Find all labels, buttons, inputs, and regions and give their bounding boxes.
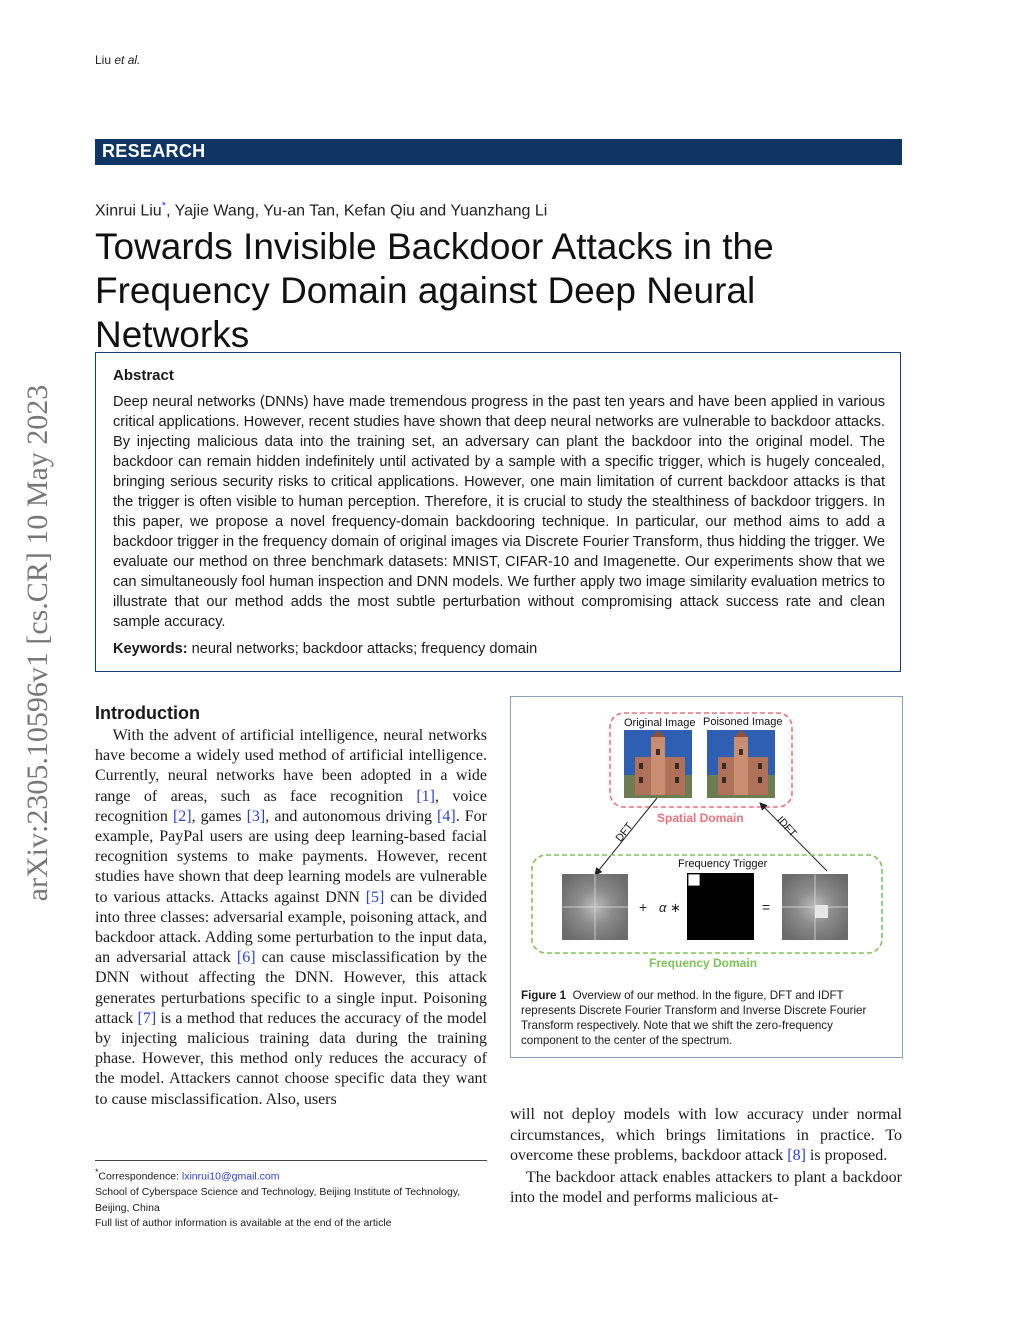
dft-label: DFT: [613, 820, 636, 845]
arxiv-id[interactable]: arXiv:2305.10596v1 [cs.CR] 10 May 2023: [21, 384, 54, 901]
abstract-box: [95, 352, 901, 672]
poisoned-image-label: Poisoned Image: [703, 716, 783, 728]
section-label: RESEARCH: [102, 141, 206, 161]
introduction-right-column: [510, 1105, 902, 1209]
right-paragraph-2: The backdoor attack enables attackers to plant a backdoor into the model and performs malicious at-: [510, 1168, 902, 1207]
intro-text: , games: [191, 807, 247, 825]
alpha-multiplier: α ∗: [659, 900, 681, 915]
idft-arrow: [760, 803, 827, 871]
introduction-heading: Introduction: [95, 703, 200, 723]
citation-link[interactable]: [8]: [787, 1147, 806, 1165]
intro-text: can be divided into three classes: adversarial example, poisoning attack, and backdoor attack. Adding some perturbation to the input data, an adversarial attack: [95, 888, 488, 967]
frequency-trigger-label: Frequency Trigger: [678, 858, 768, 870]
arxiv-stamp: [8, 345, 68, 940]
first-author: Xinrui Liu: [95, 202, 162, 220]
affiliation: School of Cyberspace Science and Technology, Beijing Institute of Technology, Beijing, China: [95, 1186, 461, 1214]
original-image-label: Original Image: [624, 717, 696, 729]
original-image: [624, 730, 692, 798]
abstract-heading: Abstract: [113, 367, 174, 384]
abstract-text: Deep neural networks (DNNs) have made tremendous progress in the past ten years and have been applied in various critical applications. However, recent studies have shown that deep neural networks are vulnerable to backdoor attacks. By injecting malicious data into the training set, an adversary can plant the backdoor into the original model. The backdoor can remain hidden indefinitely until activated by a sample with a specific trigger, which is hugely concealed, bringing serious security risks to critical applications. However, one main limitation of current backdoor attacks is that the trigger is often visible to human perception. Therefore, it is crucial to study the stealthiness of backdoor triggers. In this paper, we propose a novel frequency-domain backdooring technique. In particular, our method aims to add a backdoor trigger in the frequency domain of original images via Discrete Fourier Transform, thus hidding the trigger. We evaluate our method on three benchmark datasets: MNIST, CIFAR-10 and Imagenette. Our experiments show that we can simultaneously fool human inspection and DNN models. We further apply two image similarity evaluation metrics to illustrate that our method adds the most subtle perturbation without compromising attack success rate and clean sample accuracy.: [113, 394, 885, 630]
citation-link[interactable]: [2]: [172, 807, 192, 825]
author-list: [95, 200, 547, 220]
equals-sign: =: [762, 899, 771, 915]
footnote-correspondence: [95, 1165, 487, 1185]
citation-link[interactable]: [3]: [246, 807, 266, 825]
footnote-divider: [95, 1160, 487, 1161]
citation-link[interactable]: [5]: [365, 888, 385, 906]
spatial-domain-label: Spatial Domain: [657, 811, 744, 825]
citation-link[interactable]: [6]: [236, 949, 256, 967]
figure-number: Figure 1: [521, 989, 567, 1002]
intro-text: , and autonomous driving: [265, 807, 438, 825]
frequency-trigger: [687, 873, 754, 940]
idft-label: IDFT: [774, 814, 799, 840]
figure-1-caption: [521, 988, 893, 1048]
original-spectrum: [562, 874, 628, 940]
running-head: [95, 53, 140, 67]
running-head-author: Liu: [95, 53, 112, 67]
paper-title: [95, 225, 915, 357]
running-head-etal: et al.: [114, 53, 141, 67]
poisoned-image: [707, 730, 775, 798]
plus-sign: +: [639, 899, 648, 915]
introduction-left-column: [95, 726, 487, 1110]
correspondence-label: Correspondence:: [98, 1170, 182, 1183]
frequency-domain-label: Frequency Domain: [649, 956, 758, 970]
citation-link[interactable]: [1]: [416, 787, 435, 805]
keywords: [113, 641, 537, 657]
title-line-1: Towards Invisible Backdoor Attacks in the: [95, 226, 774, 267]
intro-text: is proposed.: [805, 1147, 888, 1165]
author-info-note: Full list of author information is available at the end of the article: [95, 1217, 392, 1229]
title-line-2: Frequency Domain against Deep Neural Networks: [95, 270, 756, 355]
intro-text: will not deploy models with low accuracy under normal circumstances, which brings limitations in practice. To overcome these problems, backdoor attack: [510, 1106, 902, 1165]
poisoned-spectrum: [782, 874, 848, 940]
figure-caption-text: Overview of our method. In the figure, DFT and IDFT represents Discrete Fourier Transform and Inverse Discrete Fourier Transform respectively. Note that we shift the zero-frequency component to the center of the spectrum.: [521, 989, 867, 1047]
other-authors: , Yajie Wang, Yu-an Tan, Kefan Qiu and Yuanzhang Li: [165, 202, 548, 220]
citation-link[interactable]: [7]: [137, 1009, 157, 1027]
intro-text: With the advent of artificial intelligence, neural networks have become a widely used method of artificial intelligence. Currently, neural networks have been adopted in a wide range of areas, such as face recognition: [95, 727, 487, 805]
section-banner: [95, 139, 902, 165]
intro-text: . For example, PayPal users are using deep learning-based facial recognition systems to make payments. However, recent studies have shown that deep learning models are vulnerable to various attacks. Attacks against DNN: [95, 807, 487, 906]
footnote: [95, 1165, 487, 1232]
corresponding-mark[interactable]: *: [161, 200, 166, 212]
intro-text: can cause misclassification by the DNN without affecting the DNN. However, this attack generates perturbations specific to a single input. Poisoning attack: [95, 949, 487, 1027]
right-paragraph-1: [510, 1105, 902, 1167]
intro-text: is a method that reduces the accuracy of the model by injecting malicious training data during the training phase. However, this method only reduces the accuracy of the model. Attackers cannot choose specific data they want to cause misclassification. Also, users: [95, 1009, 487, 1108]
keywords-text: neural networks; backdoor attacks; frequency domain: [191, 641, 538, 657]
intro-text: , voice recognition: [95, 787, 487, 825]
footnote-mark: *: [95, 1167, 99, 1177]
keywords-label: Keywords:: [113, 641, 188, 657]
citation-link[interactable]: [4]: [437, 807, 456, 825]
email-link[interactable]: lxinrui10@gmail.com: [181, 1170, 280, 1183]
